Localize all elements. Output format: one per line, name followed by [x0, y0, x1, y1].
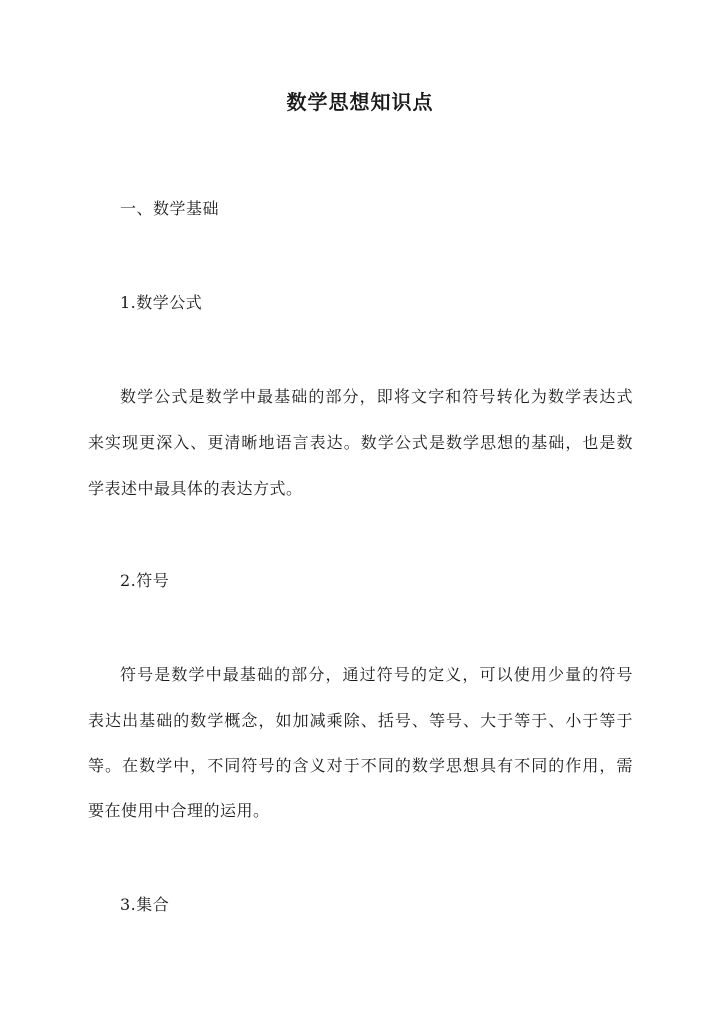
- section-heading-math-basics: 一、数学基础: [120, 199, 220, 218]
- paragraph-line: 学表述中最具体的表达方式。: [88, 479, 303, 498]
- subsection-heading-sets: 3.集合: [120, 895, 170, 914]
- subsection-heading-formula: 1.数学公式: [120, 293, 203, 312]
- document-title: 数学思想知识点: [286, 90, 434, 114]
- paragraph-line: 要在使用中合理的运用。: [88, 801, 270, 820]
- paragraph-line: 等。在数学中，不同符号的含义对于不同的数学思想具有不同的作用，需: [88, 756, 633, 775]
- paragraph-line: 数学公式是数学中最基础的部分，即将文字和符号转化为数学表达式: [120, 387, 633, 406]
- paragraph-line: 来实现更深入、更清晰地语言表达。数学公式是数学思想的基础，也是数: [88, 433, 633, 452]
- subsection-heading-symbols: 2.符号: [120, 571, 170, 590]
- paragraph-line: 表达出基础的数学概念，如加减乘除、括号、等号、大于等于、小于等于: [88, 711, 633, 730]
- paragraph-line: 符号是数学中最基础的部分，通过符号的定义，可以使用少量的符号: [120, 665, 633, 684]
